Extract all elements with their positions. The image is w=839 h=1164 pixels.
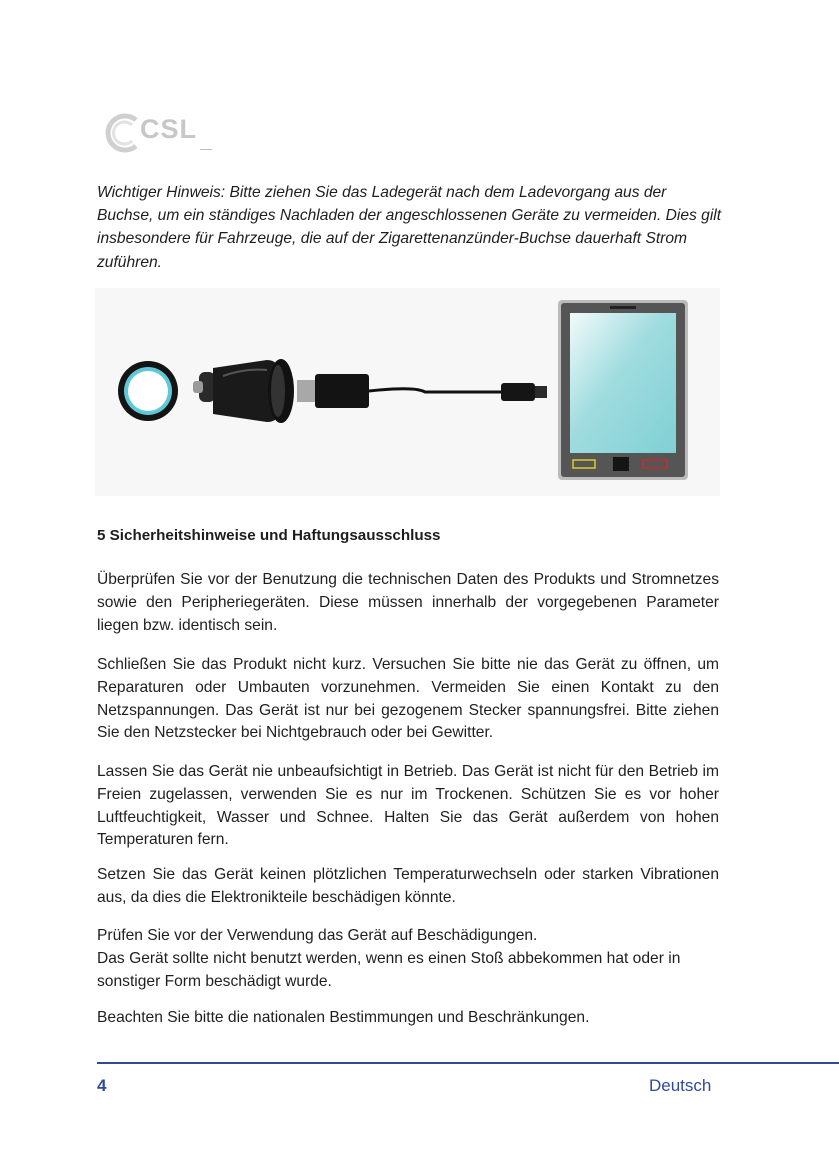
- damage-line: Prüfen Sie vor der Verwendung das Gerät auf Beschädigungen.: [97, 927, 538, 944]
- socket-ring-icon: [118, 361, 178, 421]
- charger-illustration: [95, 288, 720, 496]
- paragraph-regulations: Beachten Sie bitte die nationalen Bestimmungen und Beschränkungen.: [97, 1009, 590, 1026]
- paragraph-short-circuit: Schließen Sie das Produkt nicht kurz. Versuchen Sie bitte nie das Gerät zu öffnen, um Reparaturen oder Umbauten vorzunehmen. Vermeiden Sie einen Kontakt zu den Netzspannungen. Das Gerät ist nur bei gezogenem Stecker spannungsfrei. Bitte ziehen Sie den Netzstecker bei Nichtgebrauch oder bei Gewitter.: [97, 656, 719, 742]
- important-notice: Wichtiger Hinweis: Bitte ziehen Sie das Ladegerät nach dem Ladevorgang aus der Buchse, um ein ständiges Nachladen der angeschlossenen Geräte zu vermeiden. Dies gilt insbesondere für Fahrzeuge, die auf der Zigarettenanzünder-Buchse dauerhaft Strom zuführen.: [97, 184, 722, 271]
- page-number: 4: [97, 1076, 107, 1095]
- footer-language: Deutsch: [649, 1076, 712, 1095]
- paragraph-damage: [97, 925, 719, 993]
- paragraph-temperature: Setzen Sie das Gerät keinen plötzlichen Temperaturwechseln oder starken Vibrationen aus, da dies die Elektronikteile beschädigen könnte.: [97, 866, 719, 906]
- footer-divider: [97, 1062, 839, 1064]
- csl-logo: [104, 108, 214, 156]
- paragraph-technical-data: Überprüfen Sie vor der Benutzung die technischen Daten des Produkts und Stromnetzes sowie den Peripheriegeräten. Diese müssen innerhalb der vorgegebenen Parameter liegen bzw. identisch sein.: [97, 571, 719, 634]
- damage-line: Das Gerät sollte nicht benutzt werden, wenn es einen Stoß abbekommen hat oder in sonstiger Form beschädigt wurde.: [97, 949, 681, 990]
- logo-underline: [200, 149, 212, 150]
- section-heading: 5 Sicherheitshinweise und Haftungsausschluss: [97, 527, 441, 544]
- tablet-icon: [558, 300, 688, 480]
- logo-text: CSL: [140, 114, 197, 144]
- paragraph-supervision: Lassen Sie das Gerät nie unbeaufsichtigt in Betrieb. Das Gerät ist nicht für den Betrieb im Freien zugelassen, verwenden Sie es nur im Trockenen. Schützen Sie es vor hoher Luftfeuchtigkeit, Wasser und Schnee. Halten Sie das Gerät außerdem von hohen Temperaturen fern.: [97, 763, 719, 849]
- csl-logo-icon: [104, 108, 144, 156]
